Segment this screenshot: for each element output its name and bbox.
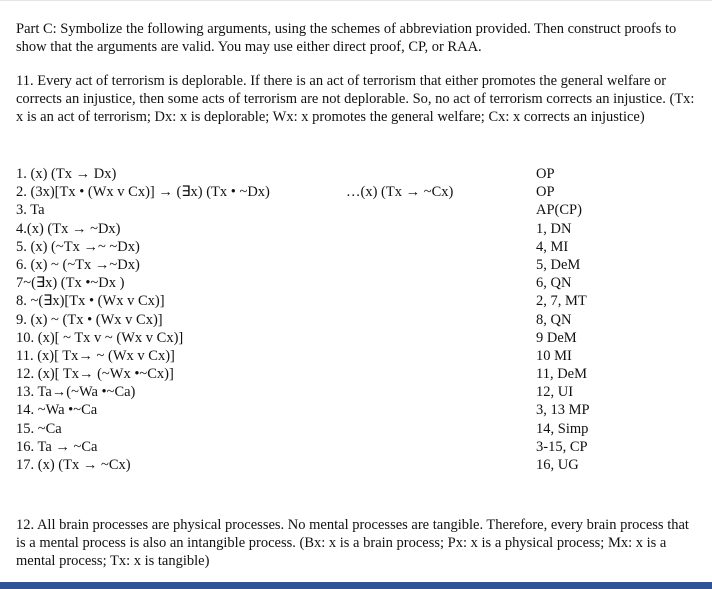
proof-line — [16, 401, 696, 419]
proof-line — [16, 347, 696, 365]
proof-statement: 7~(∃x) (Tx •~Dx ) — [16, 275, 125, 292]
proof-justification: 1, DN — [536, 220, 572, 237]
bottom-accent-bar — [0, 582, 712, 589]
proof-line — [16, 238, 696, 256]
proof-statement: 5. (x) (~Tx →~ ~Dx) — [16, 238, 140, 255]
proof-justification: 8, QN — [536, 311, 572, 328]
proof-line — [16, 165, 696, 183]
proof-statement: 8. ~(∃x)[Tx • (Wx v Cx)] — [16, 293, 165, 310]
proof-line — [16, 256, 696, 274]
proof-statement: 14. ~Wa •~Ca — [16, 402, 98, 419]
proof-justification: 11, DeM — [536, 366, 588, 383]
proof-line — [16, 274, 696, 292]
proof-line — [16, 438, 696, 456]
proof-statement: 4.(x) (Tx → ~Dx) — [16, 220, 121, 237]
proof-line — [16, 292, 696, 310]
proof-statement: 1. (x) (Tx → Dx) — [16, 166, 117, 182]
proof-line — [16, 311, 696, 329]
proof-justification: 4, MI — [536, 238, 569, 255]
proof-conclusion: …(x) (Tx → ~Cx) — [346, 184, 454, 201]
proof-statement: 15. ~Ca — [16, 420, 62, 437]
proof-statement: 9. (x) ~ (Tx • (Wx v Cx)] — [16, 311, 163, 328]
proof-justification: 3, 13 MP — [536, 402, 590, 419]
proof-justification: 14, Simp — [536, 420, 589, 437]
proof-justification: 3-15, CP — [536, 438, 588, 455]
proof-justification: AP(CP) — [536, 202, 582, 219]
proof-statement: 17. (x) (Tx → ~Cx) — [16, 457, 131, 473]
proof-justification: OP — [536, 184, 555, 201]
proof-justification: 16, UG — [536, 457, 579, 473]
proof-line — [16, 383, 696, 401]
proof-line — [16, 365, 696, 383]
proof-statement: 11. (x)[ Tx→ ~ (Wx v Cx)] — [16, 347, 175, 364]
proof-justification: OP — [536, 166, 555, 182]
problem-12-text: 12. All brain processes are physical processes. No mental processes are tangible. Therefore, every brain process that is a mental process is also an intangible process. (Bx: x is a brain process; Px: x is a physical process; Mx: x is a mental process; Tx: x is tangible) — [16, 517, 689, 569]
proof-justification: 12, UI — [536, 384, 574, 401]
proof-line — [16, 456, 696, 474]
proof-statement: 13. Ta→(~Wa •~Ca) — [16, 384, 136, 401]
proof-justification: 2, 7, MT — [536, 293, 587, 310]
proof-statement: 6. (x) ~ (~Tx →~Dx) — [16, 256, 140, 273]
proof-justification: 9 DeM — [536, 329, 577, 346]
proof-line — [16, 220, 696, 238]
proof-statement: 12. (x)[ Tx→ (~Wx •~Cx)] — [16, 366, 174, 383]
top-border — [0, 0, 712, 1]
proof-block — [16, 165, 696, 474]
proof-statement: 3. Ta — [16, 202, 45, 219]
proof-line — [16, 329, 696, 347]
problem-11-text: 11. Every act of terrorism is deplorable. If there is an act of terrorism that either promotes the general welfare or corrects an injustice, then some acts of terrorism are not deplorable. So, no act of terrorism corrects an injustice. (Tx: x is an act of terrorism; Dx: x is deplorable; Wx: x promotes the general welfare; Cx: x corrects an injustice) — [16, 73, 695, 125]
proof-justification: 6, QN — [536, 275, 572, 292]
proof-line — [16, 183, 696, 201]
part-c-instructions: Part C: Symbolize the following arguments, using the schemes of abbreviation provided. Then construct proofs to show that the arguments are valid. You may use either direct proof, CP, or RAA. — [16, 21, 677, 55]
proof-statement: 16. Ta → ~Ca — [16, 438, 98, 455]
proof-line — [16, 201, 696, 219]
proof-justification: 5, DeM — [536, 256, 581, 273]
proof-line — [16, 420, 696, 438]
proof-statement: 2. (3x)[Tx • (Wx v Cx)] → (∃x) (Tx • ~Dx) — [16, 184, 270, 201]
proof-statement: 10. (x)[ ~ Tx v ~ (Wx v Cx)] — [16, 329, 184, 346]
proof-justification: 10 MI — [536, 347, 572, 364]
